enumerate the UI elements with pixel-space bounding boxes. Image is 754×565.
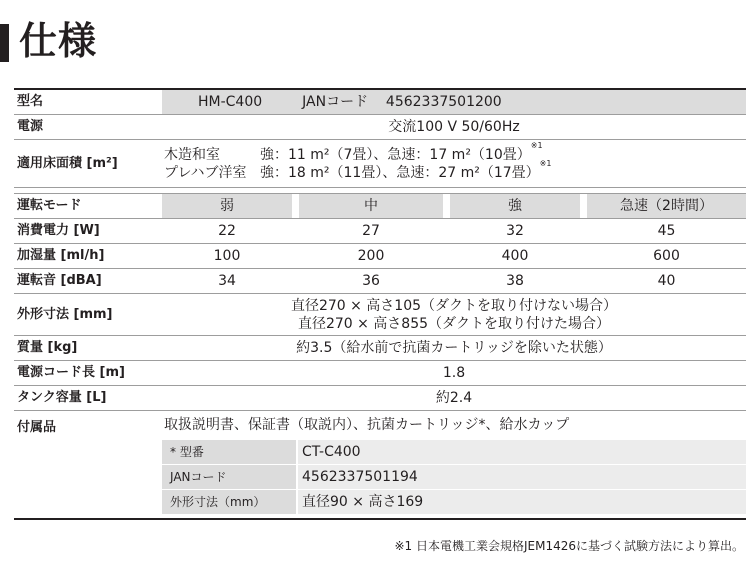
spec-label-tank: タンク容量 [L]: [17, 390, 107, 405]
spec-label-noise: 運転音 [dBA]: [17, 273, 102, 288]
spec-value-tank: 約2.4: [435, 390, 473, 406]
accessory-key: 外形寸法（mm）: [162, 490, 296, 514]
accessories-list: 取扱説明書、保証書（取説内）、抗菌カートリッジ*、給水カップ: [164, 417, 570, 433]
floor-area-line-prefab: [164, 158, 552, 182]
mode-cells: [162, 194, 746, 218]
spec-row-floor-area: [14, 140, 746, 188]
dimensions-line: 直径270 × 高さ855（ダクトを取り付けた場合）: [297, 315, 611, 332]
mode-cell: 強: [450, 194, 580, 218]
noise-cell: 36: [362, 273, 380, 289]
mode-cell: 急速（2時間）: [587, 194, 746, 218]
accessory-value: 4562337501194: [298, 465, 746, 489]
spec-table: [14, 88, 746, 520]
spec-row-consumption: [14, 219, 746, 244]
spec-label-power: 電源: [17, 119, 44, 134]
noise-cell: 34: [218, 273, 236, 289]
spec-value-mass: 約3.5（給水前で抗菌カートリッジを除いた状態）: [296, 340, 612, 356]
humidification-cell: 100: [213, 248, 241, 264]
spec-label-mass: 質量 [kg]: [17, 340, 78, 355]
humidification-cell: 600: [653, 248, 680, 264]
footnote: ※1 日本電機工業会規格JEM1426に基づく試験方法により算出。: [394, 539, 744, 553]
noise-cells: [162, 269, 746, 293]
accessories-block: [162, 411, 746, 518]
floor-area-text: 強：18 m²（11畳）、急速：27 m²（17畳）: [260, 164, 540, 181]
spec-row-accessories: [14, 411, 746, 520]
spec-value-dimensions: [162, 294, 746, 335]
consumption-cell: 27: [362, 223, 380, 239]
spec-label-dimensions: 外形寸法 [mm]: [17, 306, 113, 322]
spec-label-floor-area: 適用床面積 [m²]: [17, 155, 118, 171]
accessory-row-model: [162, 439, 746, 464]
spec-row-mode: [14, 193, 746, 219]
floor-area-line-wood: [164, 140, 543, 164]
spec-label-consumption: 消費電力 [W]: [17, 223, 100, 238]
humidification-cell: 200: [357, 248, 385, 264]
consumption-cell: 22: [218, 223, 236, 239]
footnote-mark: ※1: [539, 158, 552, 168]
humidification-cells: [162, 244, 746, 268]
mode-cell: 中: [299, 194, 443, 218]
accessory-key: * 型番: [162, 440, 296, 464]
accessory-row-jan: [162, 464, 746, 489]
spec-row-tank: [14, 386, 746, 411]
model-jan: [302, 93, 502, 111]
floor-area-room: 木造和室: [164, 146, 220, 163]
model-jan-value: 4562337501200: [385, 94, 502, 110]
title-accent-bar: [0, 24, 9, 62]
spec-value-power: 交流100 V 50/60Hz: [388, 119, 520, 135]
spec-label-model: 型名: [17, 94, 44, 109]
dimensions-line: 直径270 × 高さ105（ダクトを取り付けない場合）: [290, 297, 618, 314]
accessory-row-dimensions: [162, 489, 746, 514]
spec-value-floor-area: [162, 140, 746, 187]
floor-area-text: 強：11 m²（7畳）、急速：17 m²（10畳）: [260, 146, 531, 163]
spec-row-humidification: [14, 244, 746, 269]
spec-row-dimensions: [14, 294, 746, 336]
spec-label-accessories: 付属品: [17, 420, 57, 435]
model-jan-label: JANコード: [302, 94, 369, 110]
consumption-cells: [162, 219, 746, 243]
accessory-value: CT-C400: [298, 440, 746, 464]
spec-row-model: [14, 90, 746, 115]
spec-label-cord: 電源コード長 [m]: [17, 365, 125, 380]
spec-value-model: [162, 90, 746, 114]
humidification-cell: 400: [501, 248, 529, 264]
spec-label-mode: 運転モード: [17, 198, 82, 213]
model-name: HM-C400: [198, 94, 263, 110]
consumption-cell: 45: [657, 223, 676, 239]
footnote-mark: ※1: [530, 140, 543, 150]
accessory-value: 直径90 × 高さ169: [298, 490, 746, 514]
page-title: 仕様: [19, 19, 98, 63]
spec-row-cord: [14, 361, 746, 386]
mode-cell: 弱: [162, 194, 292, 218]
consumption-cell: 32: [506, 223, 524, 239]
noise-cell: 38: [506, 273, 524, 289]
noise-cell: 40: [657, 273, 676, 289]
spec-row-mass: [14, 336, 746, 361]
spec-label-humidification: 加湿量 [ml/h]: [17, 248, 105, 263]
spec-row-noise: [14, 269, 746, 294]
floor-area-room: プレハブ洋室: [164, 164, 247, 181]
spec-value-cord: 1.8: [442, 365, 466, 381]
accessory-key: JANコード: [162, 465, 296, 489]
spec-row-power: [14, 115, 746, 140]
